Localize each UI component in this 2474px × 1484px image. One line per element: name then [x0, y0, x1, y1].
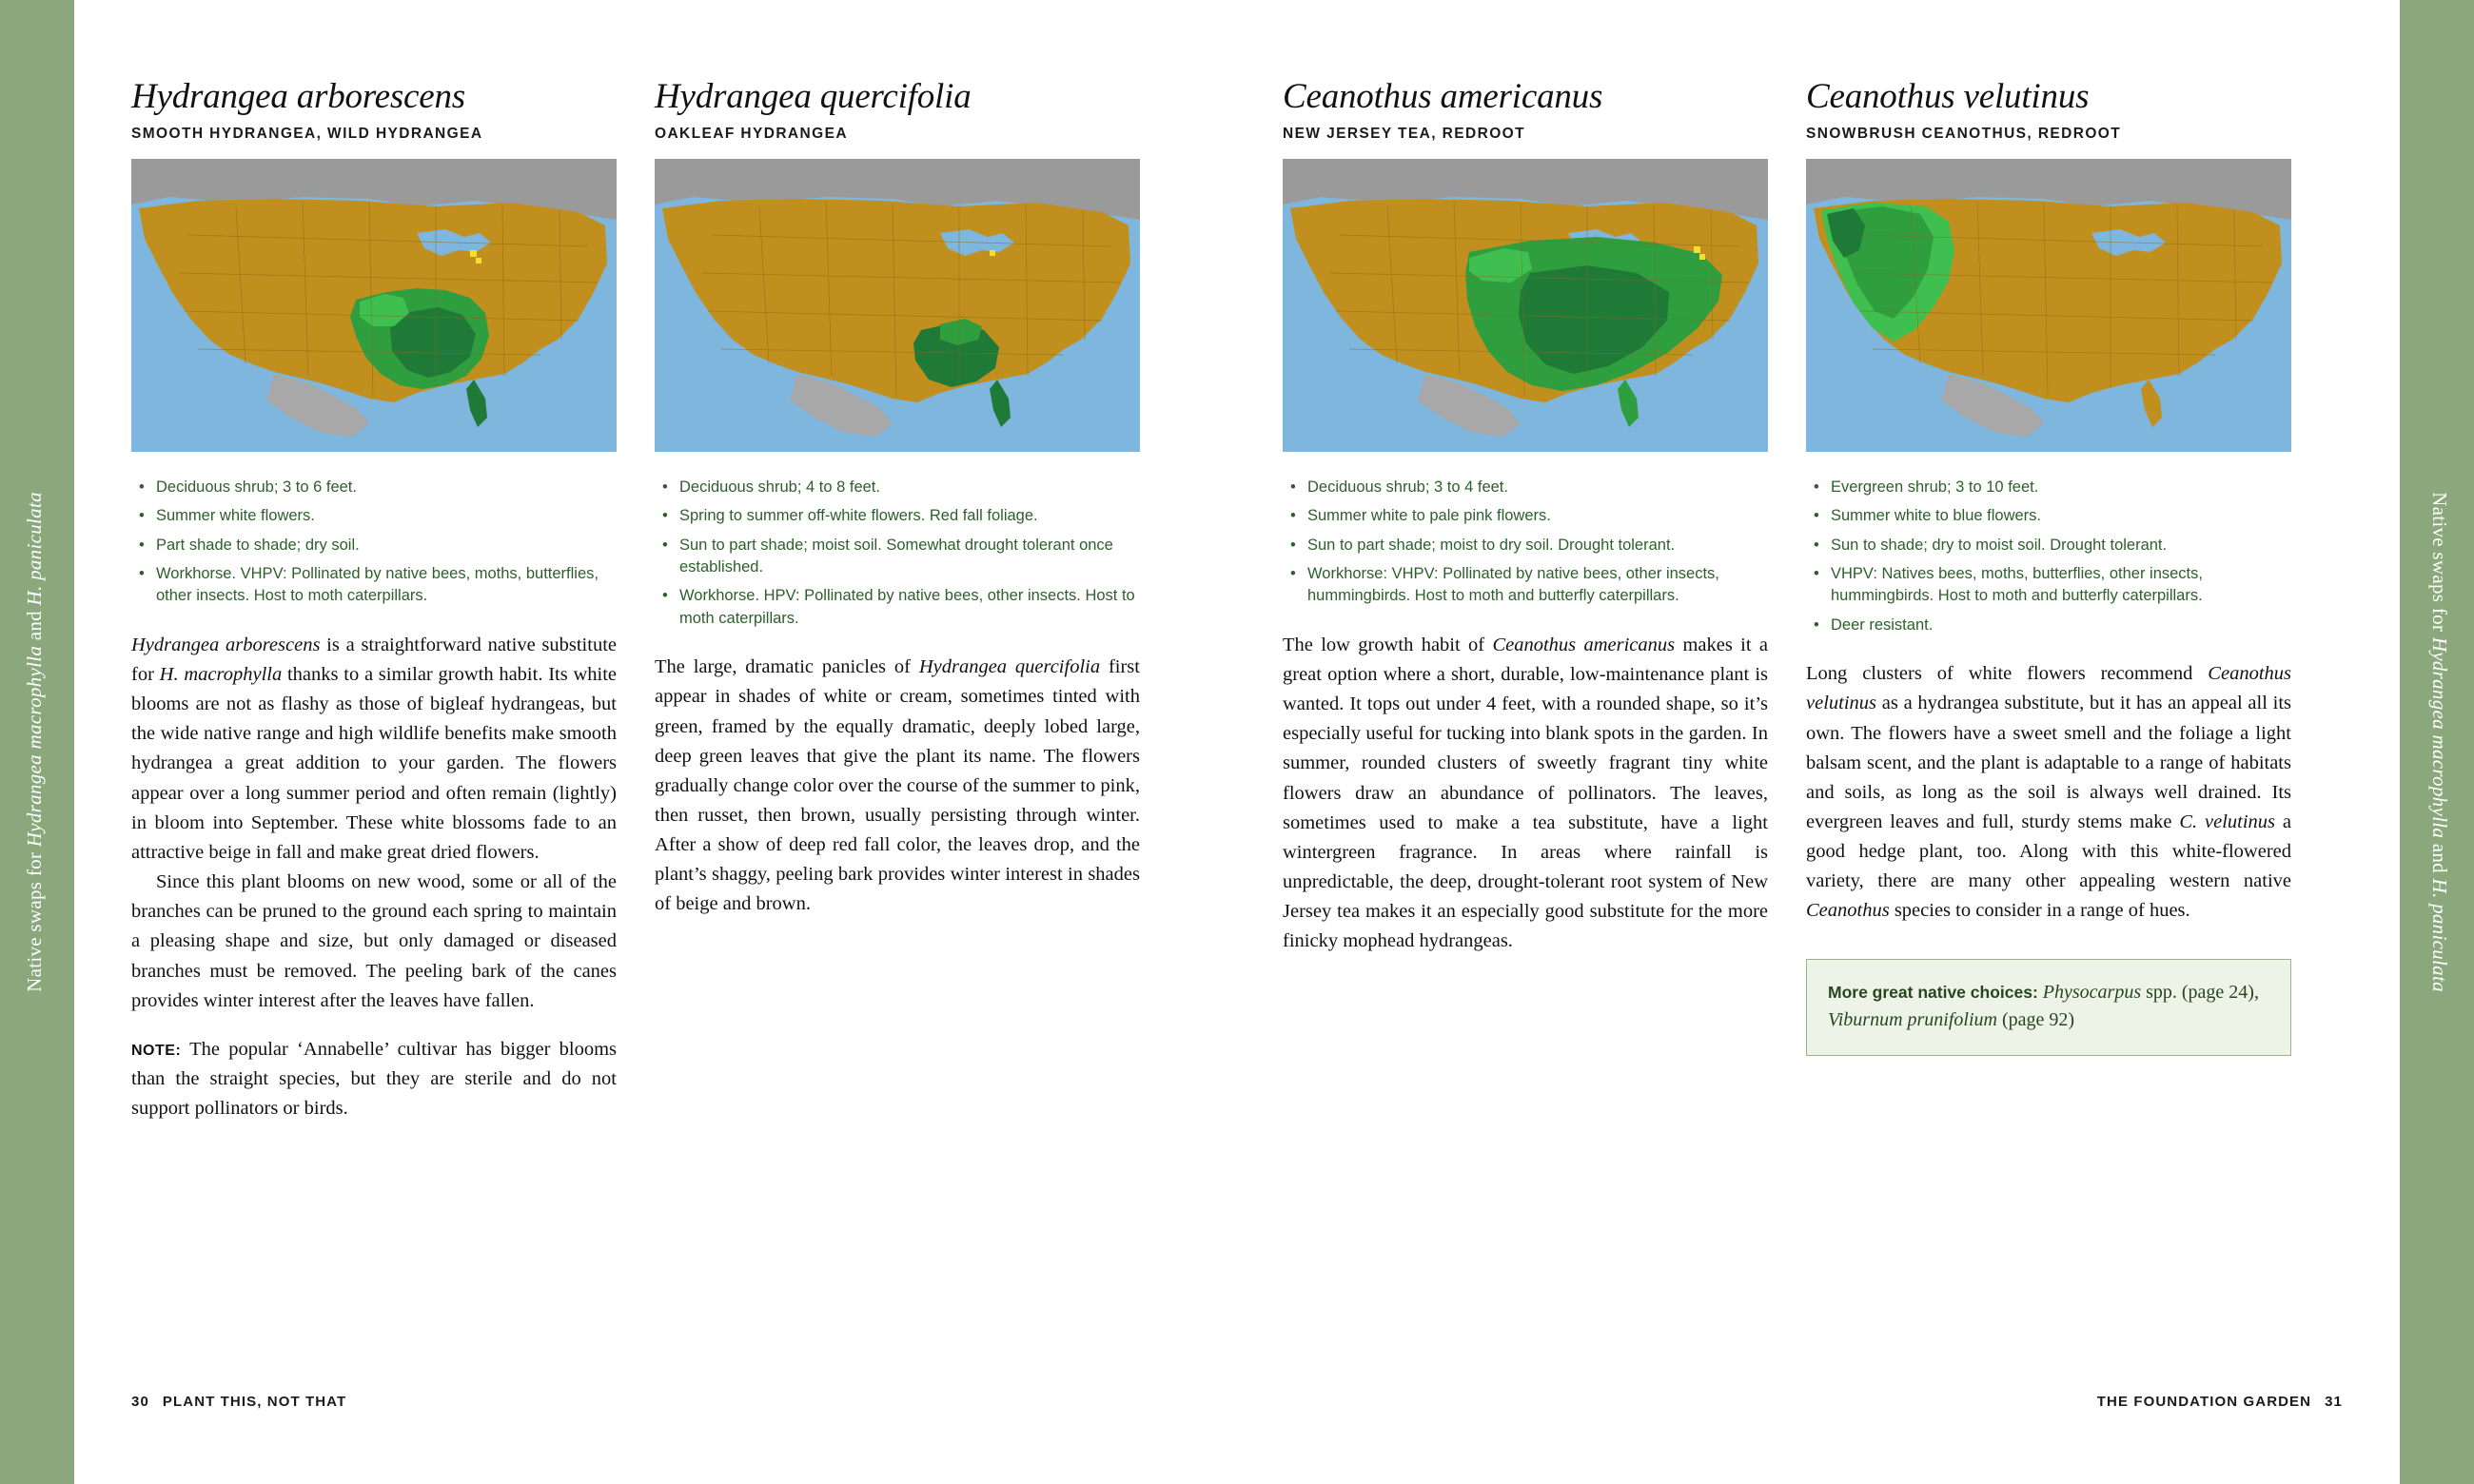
- list-item: • VHPV: Natives bees, moths, butterflies, other insects, hummingbirds. Host to moth and butterfly caterpillars.: [1806, 563, 2291, 608]
- paragraph: The large, dramatic panicles of Hydrangea quercifolia first appear in shades of white or cream, sometimes tinted with green, framed by the equally dramatic, deeply lobed large, deep green leaves that give the plant its name. The flowers gradually change color over the course of the summer to pink, then russet, then brown, usually persisting through winter. After a show of deep red fall color, the leaves drop, and the plant’s shaggy, peeling bark provides winter interest in shades of beige and brown.: [655, 656, 1140, 915]
- paragraph: The low growth habit of Ceanothus americanus makes it a great option where a short, durable, low-maintenance plant is wanted. It tops out under 4 feet, with a rounded shape, so it’s especially useful for tucking into blank spots in the garden. In summer, rounded clusters of sweetly fragrant tiny white flowers draw an abundance of pollinators. The leaves, sometimes used to make a tea substitute, have a light wintergreen fragrance. In areas where rainfall is unpredictable, the deep, drought-tolerant root system of New Jersey tea makes it an especially good substitute for the more finicky mophead hydrangeas.: [1283, 634, 1768, 952]
- list-item: • Sun to part shade; moist to dry soil. Drought tolerant.: [1283, 535, 1768, 556]
- list-item: • Spring to summer off-white flowers. Red fall foliage.: [655, 505, 1140, 527]
- common-names: OAKLEAF HYDRANGEA: [655, 125, 848, 142]
- spread-content: [74, 0, 2400, 1484]
- list-item: • Deciduous shrub; 3 to 6 feet.: [131, 477, 617, 498]
- left-running-head-italic-1: Hydrangea macrophylla: [23, 645, 46, 848]
- right-running-head-mid: and: [2428, 838, 2451, 879]
- italic-species-1: Ceanothus velutinus: [1806, 663, 2291, 714]
- note-label: NOTE:: [131, 1042, 182, 1059]
- species-column-ceanothus-americanus: [1283, 78, 1768, 1123]
- footer-left: [131, 1394, 346, 1410]
- italic-genus: Ceanothus: [1806, 900, 1890, 922]
- left-running-head-italic-2: H. paniculata: [23, 492, 46, 606]
- page-number-left: 30: [131, 1394, 149, 1410]
- callout-label: More great native choices:: [1828, 982, 2038, 1002]
- common-names: SNOWBRUSH CEANOTHUS, REDROOT: [1806, 125, 2122, 142]
- common-names: SMOOTH HYDRANGEA, WILD HYDRANGEA: [131, 125, 483, 142]
- body-text: [1806, 659, 2291, 926]
- range-map-hydrangea-quercifolia: [655, 159, 1140, 452]
- right-running-head-italic-1: Hydrangea macrophylla: [2428, 636, 2451, 839]
- fact-list: [1806, 477, 2291, 637]
- species-name: Ceanothus velutinus: [1806, 77, 2090, 116]
- range-map-graphic-1: [131, 159, 617, 452]
- list-item: • Workhorse. VHPV: Pollinated by native bees, moths, butterflies, other insects. Host to moth caterpillars.: [131, 563, 617, 608]
- list-item: • Sun to part shade; moist soil. Somewhat drought tolerant once established.: [655, 535, 1140, 579]
- fact-list: [1283, 477, 1768, 608]
- list-item: • Evergreen shrub; 3 to 10 feet.: [1806, 477, 2291, 498]
- fact-list: [655, 477, 1140, 631]
- body-text: [1283, 631, 1768, 957]
- species-name: Ceanothus americanus: [1283, 77, 1603, 116]
- range-map-graphic-2: [655, 159, 1140, 452]
- range-map-graphic-3: [1283, 159, 1768, 452]
- footer-title-right: THE FOUNDATION GARDEN: [2096, 1394, 2312, 1410]
- note-text: The popular ‘Annabelle’ cultivar has bigger blooms than the straight species, but they are sterile and do not support pollinators or birds.: [131, 1038, 617, 1120]
- species-name: Hydrangea quercifolia: [655, 77, 972, 116]
- callout-end: (page 92): [1996, 1008, 2075, 1030]
- paragraph: Long clusters of white flowers recommend Ceanothus velutinus as a hydrangea substitute, but it has an appeal all its own. The flowers have a sweet smell and the foliage a light balsam scent, and the plant is adaptable to a range of habitats and soils, as long as the soil is always well drained. Its evergreen leaves and full, sturdy stems make C. velutinus a good hedge plant, too. Along with this white-flowered variety, there are many other appealing western native Ceanothus species to consider in a range of hues.: [1806, 663, 2291, 922]
- left-running-head-mid: and: [23, 605, 46, 646]
- callout-text: [1828, 979, 2269, 1034]
- right-running-head: [2427, 492, 2451, 992]
- range-map-hydrangea-arborescens: [131, 159, 617, 452]
- page-number-right: 31: [2325, 1394, 2343, 1410]
- list-item: • Part shade to shade; dry soil.: [131, 535, 617, 556]
- body-text: [131, 631, 617, 1124]
- range-map-ceanothus-americanus: [1283, 159, 1768, 452]
- paragraph: Hydrangea arborescens is a straightforward native substitute for H. macrophylla thanks to a similar growth habit. Its white blooms are not as flashy as those of bigleaf hydrangeas, but the wide native range and high wildlife benefits make smooth hydrangea a great addition to your garden. The flowers appear over a long summer period and often remain (lightly) in bloom into September. These white blossoms fade to an attractive beige in fall and make great dried flowers.: [131, 634, 617, 863]
- note-paragraph: [131, 1035, 617, 1123]
- italic-species-2: C. velutinus: [2179, 811, 2276, 832]
- callout-italic-1: Physocarpus: [2042, 981, 2142, 1003]
- species-column-ceanothus-velutinus: [1806, 78, 2291, 1123]
- common-names: NEW JERSEY TEA, REDROOT: [1283, 125, 1525, 142]
- italic-species-1: Ceanothus americanus: [1492, 634, 1676, 655]
- footer-title-left: PLANT THIS, NOT THAT: [162, 1394, 347, 1410]
- callout-italic-2: Viburnum prunifolium: [1828, 1008, 1997, 1030]
- species-name: Hydrangea arborescens: [131, 77, 466, 116]
- callout-mid-1: spp. (page 24),: [2141, 981, 2259, 1003]
- list-item: • Summer white flowers.: [131, 505, 617, 527]
- species-column-hydrangea-quercifolia: [655, 78, 1140, 1123]
- species-column-hydrangea-arborescens: [131, 78, 617, 1123]
- range-map-graphic-4: [1806, 159, 2291, 452]
- range-map-ceanothus-velutinus: [1806, 159, 2291, 452]
- list-item: • Deciduous shrub; 4 to 8 feet.: [655, 477, 1140, 498]
- italic-species-2: H. macrophylla: [159, 663, 283, 685]
- more-choices-callout: [1806, 959, 2291, 1056]
- list-item: • Workhorse. HPV: Pollinated by native bees, other insects. Host to moth caterpillars.: [655, 585, 1140, 630]
- right-running-head-italic-2: H. paniculata: [2428, 878, 2451, 992]
- right-running-head-pre: Native swaps for: [2428, 492, 2451, 637]
- list-item: • Summer white to blue flowers.: [1806, 505, 2291, 527]
- list-item: • Workhorse: VHPV: Pollinated by native bees, other insects, hummingbirds. Host to moth and butterfly caterpillars.: [1283, 563, 1768, 608]
- list-item: • Deciduous shrub; 3 to 4 feet.: [1283, 477, 1768, 498]
- left-running-head-pre: Native swaps for: [23, 847, 46, 992]
- body-text: [655, 653, 1140, 919]
- column-container: [131, 78, 2334, 1123]
- fact-list: [131, 477, 617, 608]
- list-item: • Deer resistant.: [1806, 615, 2291, 636]
- italic-species-1: Hydrangea arborescens: [131, 634, 321, 655]
- paragraph: Since this plant blooms on new wood, some or all of the branches can be pruned to the ground each spring to maintain a pleasing shape and size, but only damaged or diseased branches must be removed. The peeling bark of the canes provides winter interest after the leaves have fallen.: [131, 871, 617, 1011]
- left-running-head: [23, 492, 47, 992]
- list-item: • Summer white to pale pink flowers.: [1283, 505, 1768, 527]
- italic-species-1: Hydrangea quercifolia: [918, 656, 1101, 678]
- footer-right: [2097, 1394, 2343, 1410]
- list-item: • Sun to shade; dry to moist soil. Drought tolerant.: [1806, 535, 2291, 556]
